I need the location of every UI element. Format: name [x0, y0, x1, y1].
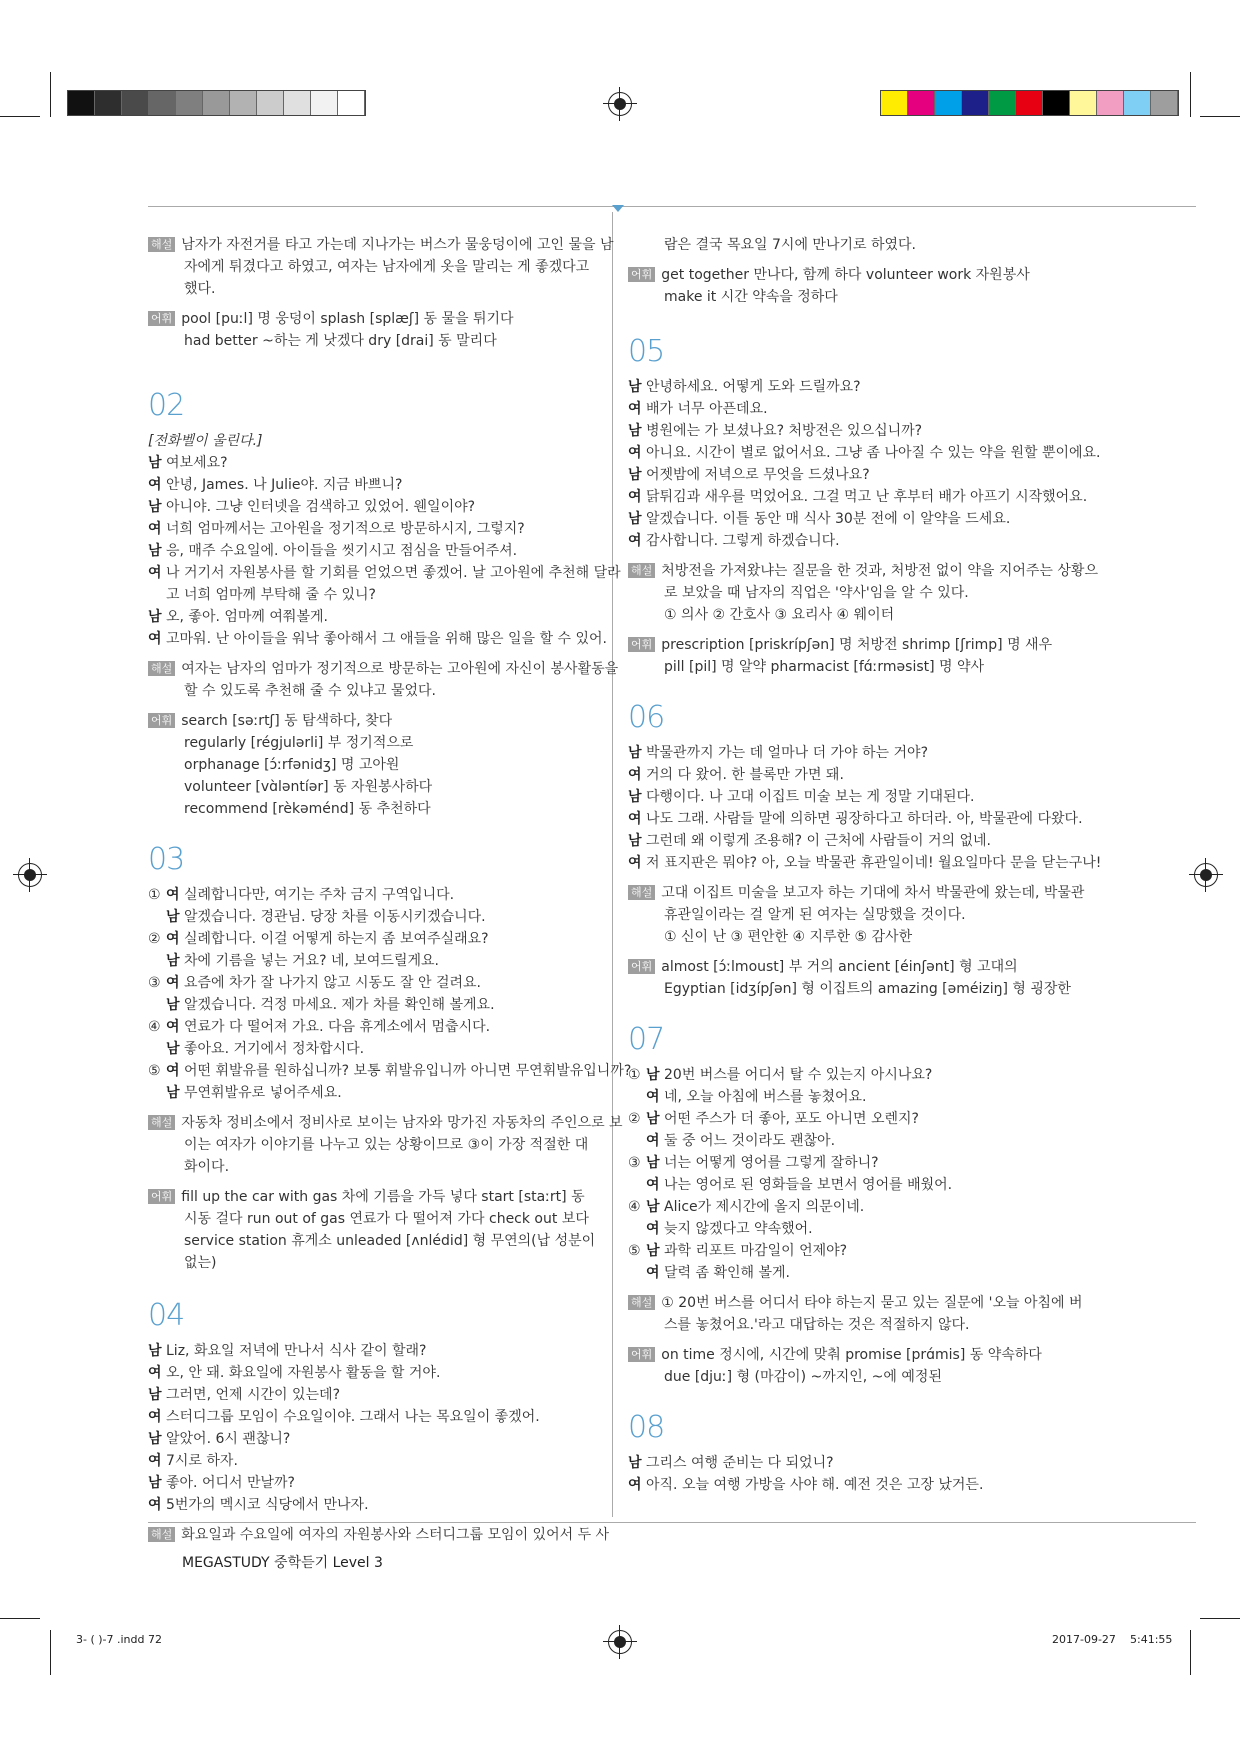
dialogue-line — [148, 562, 621, 584]
explanation-tag: 해설 — [148, 237, 175, 252]
speaker-label: 여 — [628, 401, 642, 417]
choice-number: ② — [148, 931, 161, 947]
dialogue-line — [148, 1362, 596, 1384]
color-swatch — [935, 91, 962, 115]
color-swatch — [68, 91, 95, 115]
dialogue-03 — [148, 884, 632, 1104]
dialogue-text: 스터디그룹 모임이 수요일이야. 그래서 나는 목요일이 좋겠어. — [166, 1409, 540, 1425]
stage-direction: [전화벨이 울린다.] — [148, 433, 263, 449]
dialogue-text: 저 표지판은 뭐야? 아, 오늘 박물관 휴관일이네! 월요일마다 문을 닫는구나! — [646, 855, 1102, 871]
dialogue-line — [148, 1016, 596, 1038]
color-swatch — [149, 91, 176, 115]
dialogue-text: 감사합니다. 그렇게 하겠습니다. — [646, 533, 840, 549]
dialogue-line — [148, 1494, 596, 1516]
explanation-tag: 해설 — [148, 1115, 175, 1130]
dialogue-text: 어젯밤에 저녁으로 무엇을 드셨나요? — [646, 467, 870, 483]
dialogue-text: 고 너희 엄마께 부탁해 줄 수 있니? — [166, 587, 376, 603]
dialogue-line — [148, 1450, 596, 1472]
speaker-label: 여 — [166, 887, 180, 903]
color-swatch — [1097, 91, 1124, 115]
speaker-label: 남 — [148, 609, 162, 625]
dialogue-line — [628, 442, 1101, 464]
speaker-label: 여 — [166, 1063, 180, 1079]
dialogue-text: 오, 안 돼. 화요일에 자원봉사 활동을 할 거야. — [166, 1365, 441, 1381]
explanation-01: 해설 남자가 자전거를 타고 가는데 지나가는 버스가 물웅덩이에 고인 물을 남 자에게 튀겼다고 하였고, 여자는 남자에게 옷을 말리는 게 좋겠다고 했다. — [148, 234, 596, 300]
dialogue-text: 실례합니다. 이걸 어떻게 하는지 좀 보여주실래요? — [184, 931, 489, 947]
dialogue-text: 나 거기서 자원봉사를 할 기회를 얻었으면 좋겠어. 날 고아원에 추천해 달라 — [166, 565, 621, 581]
dialogue-text: 알겠습니다. 걱정 마세요. 제가 차를 확인해 볼게요. — [184, 997, 495, 1013]
dialogue-line — [628, 1152, 1078, 1174]
speaker-label: 남 — [166, 1085, 180, 1101]
dialogue-line — [628, 1474, 1078, 1496]
speaker-label: 남 — [148, 1431, 162, 1447]
dialogue-line — [628, 808, 1083, 830]
crop-mark — [1200, 1618, 1240, 1619]
dialogue-07 — [628, 1064, 1078, 1284]
dialogue-text: 닭튀김과 새우를 먹었어요. 그걸 먹고 난 후부터 배가 아프기 시작했어요. — [646, 489, 1088, 505]
dialogue-text: 어떤 주스가 더 좋아, 포도 아니면 오렌지? — [664, 1111, 919, 1127]
dialogue-line — [148, 884, 596, 906]
dialogue-line — [628, 1218, 1078, 1240]
color-swatch — [1124, 91, 1151, 115]
dialogue-text: 요즘에 차가 잘 나가지 않고 시동도 잘 안 걸려요. — [184, 975, 482, 991]
color-swatch — [230, 91, 257, 115]
speaker-label: 남 — [148, 543, 162, 559]
speaker-label: 여 — [646, 1221, 660, 1237]
dialogue-line — [148, 1406, 596, 1428]
dialogue-text: 배가 너무 아픈데요. — [646, 401, 768, 417]
problem-number: 03 — [148, 842, 185, 877]
dialogue-line — [148, 972, 596, 994]
choice-number: ② — [628, 1111, 641, 1127]
explanation-07: 해설 ① 20번 버스를 어디서 타야 하는지 묻고 있는 질문에 '오늘 아침에 버 스를 놓쳤어요.'라고 대답하는 것은 적절하지 않다. — [628, 1292, 1078, 1336]
dialogue-text: 그러면, 언제 시간이 있는데? — [166, 1387, 340, 1403]
problem-number: 06 — [628, 700, 665, 735]
dialogue-text: 차에 기름을 넣는 거요? 네, 보여드릴게요. — [184, 953, 439, 969]
dialogue-text: 아니야. 그냥 인터넷을 검색하고 있었어. 웬일이야? — [166, 499, 476, 515]
speaker-label: 남 — [628, 423, 642, 439]
color-swatch — [1070, 91, 1097, 115]
crop-mark — [1190, 1630, 1191, 1675]
color-swatch — [908, 91, 935, 115]
explanation-tag: 해설 — [148, 661, 175, 676]
speaker-label: 남 — [628, 467, 642, 483]
dialogue-line — [628, 464, 1078, 486]
problem-number: 04 — [148, 1298, 185, 1333]
dialogue-line — [148, 1060, 632, 1082]
color-swatch — [962, 91, 989, 115]
dialogue-line — [628, 1086, 1078, 1108]
dialogue-line — [148, 1472, 596, 1494]
problem-number: 08 — [628, 1410, 665, 1445]
color-swatch — [338, 91, 365, 115]
slug-date: 2017-09-27 — [1052, 1633, 1116, 1646]
dialogue-line — [628, 420, 1078, 442]
dialogue-text: 응, 매주 수요일에. 아이들을 씻기시고 점심을 만들어주셔. — [166, 543, 518, 559]
explanation-tag: 해설 — [628, 563, 655, 578]
color-swatch — [881, 91, 908, 115]
speaker-label: 남 — [628, 789, 642, 805]
dialogue-line — [148, 1428, 596, 1450]
speaker-label: 남 — [628, 745, 642, 761]
dialogue-text: 알겠습니다. 이틀 동안 매 식사 30분 전에 이 알약을 드세요. — [646, 511, 1011, 527]
speaker-label: 여 — [148, 1497, 162, 1513]
speaker-label: 여 — [148, 521, 162, 537]
dialogue-line — [148, 1082, 596, 1104]
vocab-06: 어휘 almost [ɔ́ːlmoust] 부 거의 ancient [éinʃənt] 형 고대의 Egyptian [idʒípʃən] 형 이집트의 amazing [əméiziŋ] 형 굉장한 — [628, 956, 1078, 1000]
color-swatch — [284, 91, 311, 115]
page-footer: MEGASTUDY 중학듣기 Level 3 — [182, 1555, 383, 1571]
speaker-label: 여 — [628, 855, 642, 871]
explanation-04: 해설 화요일과 수요일에 여자의 자원봉사와 스터디그룹 모임이 있어서 두 사 — [148, 1524, 596, 1546]
dialogue-05 — [628, 376, 1101, 552]
speaker-label: 남 — [646, 1067, 660, 1083]
speaker-label: 여 — [646, 1133, 660, 1149]
explanation-tag: 해설 — [148, 1527, 175, 1542]
registration-mark-icon — [608, 1630, 632, 1654]
column-marker-icon — [612, 205, 624, 212]
dialogue-text: 아니요. 시간이 별로 없어서요. 그냥 좀 나아질 수 있는 약을 원할 뿐이에요. — [646, 445, 1101, 461]
dialogue-text: 과학 리포트 마감일이 언제야? — [664, 1243, 848, 1259]
dialogue-text: 네, 오늘 아침에 버스를 놓쳤어요. — [664, 1089, 867, 1105]
vocab-01: 어휘 pool [puːl] 명 웅덩이 splash [splæʃ] 동 물을 튀기다 had better ~하는 게 낫겠다 dry [drai] 동 말리다 — [148, 308, 596, 352]
dialogue-line — [148, 928, 596, 950]
vocab-05: 어휘 prescription [priskrípʃən] 명 처방전 shrimp [ʃrimp] 명 새우 pill [pil] 명 알약 pharmacist [fɑ́ːrməsist] 명 약사 — [628, 634, 1078, 678]
dialogue-08 — [628, 1452, 1078, 1496]
problem-number: 05 — [628, 334, 665, 369]
dialogue-text: 알겠습니다. 경관님. 당장 차를 이동시키겠습니다. — [184, 909, 486, 925]
explanation-tag: 해설 — [628, 1295, 655, 1310]
registration-mark-icon — [1194, 863, 1218, 887]
color-swatch — [203, 91, 230, 115]
explanation-02: 해설 여자는 남자의 엄마가 정기적으로 방문하는 고아원에 자신이 봉사활동을 할 수 있도록 추천해 줄 수 있냐고 물었다. — [148, 658, 596, 702]
dialogue-text: 너희 엄마께서는 고아원을 정기적으로 방문하시지, 그렇지? — [166, 521, 525, 537]
dialogue-text: 늦지 않겠다고 약속했어. — [664, 1221, 813, 1237]
answer-options: ① 신이 난 ③ 편안한 ④ 지루한 ⑤ 감사한 — [664, 929, 913, 945]
problem-number: 07 — [628, 1022, 665, 1057]
slug-time: 5:41:55 — [1130, 1633, 1173, 1646]
speaker-label: 여 — [166, 1019, 180, 1035]
dialogue-line — [628, 1174, 1078, 1196]
crop-mark — [1200, 116, 1240, 117]
speaker-label: 여 — [646, 1177, 660, 1193]
vocab-tag: 어휘 — [148, 1189, 175, 1204]
dialogue-line — [628, 764, 1078, 786]
color-swatch — [257, 91, 284, 115]
speaker-label: 여 — [148, 477, 162, 493]
speaker-label: 여 — [148, 565, 162, 581]
dialogue-line — [148, 628, 607, 650]
speaker-label: 여 — [646, 1265, 660, 1281]
dialogue-text: 연료가 다 떨어져 가요. 다음 휴게소에서 멈춥시다. — [184, 1019, 491, 1035]
dialogue-text: 안녕하세요. 어떻게 도와 드릴까요? — [646, 379, 861, 395]
vocab-tag: 어휘 — [628, 637, 655, 652]
left-column — [148, 234, 632, 1546]
dialogue-text: 좋아. 어디서 만날까? — [166, 1475, 295, 1491]
color-swatch — [989, 91, 1016, 115]
speaker-label: 남 — [166, 1041, 180, 1057]
dialogue-text: 7시로 하자. — [166, 1453, 238, 1469]
dialogue-line — [148, 994, 596, 1016]
speaker-label: 남 — [166, 953, 180, 969]
dialogue-text: 고마워. 난 아이들을 워낙 좋아해서 그 애들을 위해 많은 일을 할 수 있어. — [166, 631, 607, 647]
speaker-label: 남 — [166, 997, 180, 1013]
speaker-label: 남 — [148, 1343, 162, 1359]
speaker-label: 여 — [148, 631, 162, 647]
dialogue-text: 여보세요? — [166, 455, 228, 471]
dialogue-line — [628, 508, 1078, 530]
dialogue-line — [148, 584, 596, 606]
speaker-label: 여 — [628, 767, 642, 783]
dialogue-line — [148, 606, 596, 628]
crop-mark — [1190, 72, 1191, 117]
speaker-label: 남 — [628, 833, 642, 849]
dialogue-line — [628, 830, 1078, 852]
choice-number: ③ — [148, 975, 161, 991]
color-swatch — [1016, 91, 1043, 115]
speaker-label: 여 — [628, 811, 642, 827]
dialogue-line — [148, 474, 596, 496]
explanation-03: 해설 자동차 정비소에서 정비사로 보이는 남자와 망가진 자동차의 주인으로 보 이는 여자가 이야기를 나누고 있는 상황이므로 ③이 가장 적절한 대화이다. — [148, 1112, 596, 1178]
speaker-label: 남 — [646, 1199, 660, 1215]
speaker-label: 남 — [148, 499, 162, 515]
crop-mark — [0, 1618, 40, 1619]
dialogue-text: 20번 버스를 어디서 탈 수 있는지 아시나요? — [664, 1067, 933, 1083]
dialogue-line — [148, 906, 596, 928]
dialogue-line — [148, 452, 596, 474]
speaker-label: 여 — [166, 975, 180, 991]
dialogue-text: 무연휘발유로 넣어주세요. — [184, 1085, 342, 1101]
speaker-label: 여 — [166, 931, 180, 947]
color-calibration-bar — [880, 90, 1179, 116]
speaker-label: 남 — [628, 511, 642, 527]
color-swatch — [1151, 91, 1178, 115]
dialogue-line — [628, 486, 1088, 508]
vocab-tag: 어휘 — [628, 1347, 655, 1362]
dialogue-line — [628, 1064, 1078, 1086]
dialogue-text: 실례합니다만, 여기는 주차 금지 구역입니다. — [184, 887, 455, 903]
speaker-label: 남 — [646, 1155, 660, 1171]
dialogue-line — [628, 1452, 1078, 1474]
speaker-label: 남 — [628, 379, 642, 395]
speaker-label: 여 — [628, 1477, 642, 1493]
dialogue-text: 거의 다 왔어. 한 블록만 가면 돼. — [646, 767, 844, 783]
dialogue-line — [148, 1384, 596, 1406]
dialogue-line — [628, 1130, 1078, 1152]
dialogue-line — [628, 786, 1078, 808]
vocab-tag: 어휘 — [628, 959, 655, 974]
crop-mark — [50, 1630, 51, 1675]
dialogue-line — [628, 1240, 1078, 1262]
dialogue-text: 다행이다. 나 고대 이집트 미술 보는 게 정말 기대된다. — [646, 789, 975, 805]
dialogue-text: Liz, 화요일 저녁에 만나서 식사 같이 할래? — [166, 1343, 427, 1359]
explanation-05: 해설 처방전을 가져왔냐는 질문을 한 것과, 처방전 없이 약을 지어주는 상황으 로 보았을 때 남자의 직업은 '약사'임을 알 수 있다. ① 의사 ② 간호사 ③ 요리사 ④ 웨이터 — [628, 560, 1078, 626]
dialogue-line — [628, 742, 1078, 764]
dialogue-line — [148, 1340, 596, 1362]
dialogue-line — [628, 530, 1078, 552]
choice-number: ③ — [628, 1155, 641, 1171]
speaker-label: 여 — [148, 1409, 162, 1425]
dialogue-line — [148, 496, 596, 518]
dialogue-line — [148, 950, 596, 972]
speaker-label: 여 — [646, 1089, 660, 1105]
column-divider — [612, 212, 613, 1517]
vocab-tag: 어휘 — [148, 311, 175, 326]
speaker-label: 여 — [148, 1453, 162, 1469]
speaker-label: 남 — [646, 1111, 660, 1127]
right-column: 람은 결국 목요일 7시에 만나기로 하였다. 어휘 get together 만나다, 함께 하다 volunteer work 자원봉사 make it 시간 약속을 정하다 05 남 안녕하세요. 어떻게 도와 드릴까요? 여 배가 너무 아픈데요. 남 병원에는 가 보셨나요? 처방전은 있으십니까? 여 아니요. 시간이 별로 없어서요. 그냥 좀 나아질 수 있는 약을 원할 뿐이에요. 남 어젯밤에 저녁으로 무엇을 드셨나요? 여 닭튀김과 새우를 먹었어요. 그걸 먹고 난 후부터 배가 아프기 시작했어요. 남 알겠습니다. 이틀 동안 매 식사 30분 전에 이 알약을 드세요. 여 감사합니다. 그렇게 하겠습니다. 해설 처방전을 가져왔냐는 질문을 한 것과, 처방전 없이 약을 지어주는 상황으 로 보았을 때 남자의 직업은 '약사'임을 알 수 있다. ① 의사 ② 간호사 ③ 요리사 ④ 웨이터 어휘 prescription [priskrípʃən] 명 처방전 shrimp [ʃrimp] 명 새우 pill [pil] 명 알약 pharmacist [fɑ́ːrməsist] 명 약사 06 남 박물관까지 가는 데 얼마나 더 가야 하는 거야? 여 거의 다 왔어. 한 블록만 가면 돼. 남 다행이다. 나 고대 이집트 미술 보는 게 정말 기대된다. 여 나도 그래. 사람들 말에 의하면 굉장하다고 하더라. 아, 박물관에 다왔다. 남 그런데 왜 이렇게 조용해? 이 근처에 사람들이 거의 없네. 여 저 표지판은 뭐야? 아, 오늘 박물관 휴관일이네! 월요일마다 문을 닫는구나! 해설 고대 이집트 미술을 보고자 하는 기대에 차서 박물관에 왔는데, 박물관 휴관일이라는 걸 알게 된 여자는 실망했을 것이다. ① 신이 난 ③ 편안한 ④ 지루한 ⑤ 감사한 어휘 almost [ɔ́ːlmoust] 부 거의 ancient [éinʃənt] 형 고대의 Egyptian [idʒípʃən] 형 이집트의 amazing [əméiziŋ] 형 굉장한 07 ① 남 20번 버스를 어디서 탈 수 있는지 아시나요? 여 네, 오늘 아침에 버스를 놓쳤어요. ② 남 어떤 주스가 더 좋아, 포도 아니면 오렌지? 여 둘 중 어느 것이라도 괜찮아. ③ 남 너는 어떻게 영어를 그렇게 잘하니? 여 나는 영어로 된 영화들을 보면서 영어를 배웠어. ④ 남 Alice가 제시간에 올지 의문이네. 여 늦지 않겠다고 약속했어. ⑤ 남 과학 리포트 마감일이 언제야? 여 달력 좀 확인해 볼게. 해설 ① 20번 버스를 어디서 타야 하는지 묻고 있는 질문에 '오늘 아침에 버 스를 놓쳤어요.'라고 대답하는 것은 적절하지 않다. 어휘 on time 정시에, 시간에 맞춰 promise [prɑ́mis] 동 약속하다 due [djuː] 형 (마감이) ~까지인, ~에 예정된 08 남 그리스 여행 준비는 다 되었니? 여 아직. 오늘 여행 가방을 사야 해. 예전 것은 고장 났거든. — [628, 234, 1078, 1496]
dialogue-text: 그리스 여행 준비는 다 되었니? — [646, 1455, 834, 1471]
dialogue-text: 나는 영어로 된 영화들을 보면서 영어를 배웠어. — [664, 1177, 953, 1193]
speaker-label: 남 — [166, 909, 180, 925]
dialogue-text: 오, 좋아. 엄마께 여쭤볼게. — [166, 609, 328, 625]
dialogue-text: 좋아요. 거기에서 정차합시다. — [184, 1041, 365, 1057]
speaker-label: 여 — [628, 445, 642, 461]
speaker-label: 남 — [628, 1455, 642, 1471]
choice-number: ① — [628, 1067, 641, 1083]
dialogue-line — [628, 398, 1078, 420]
registration-mark-icon — [18, 863, 42, 887]
choice-number: ⑤ — [628, 1243, 641, 1259]
dialogue-text: 병원에는 가 보셨나요? 처방전은 있으십니까? — [646, 423, 923, 439]
dialogue-text: 그런데 왜 이렇게 조용해? 이 근처에 사람들이 거의 없네. — [646, 833, 992, 849]
dialogue-text: 안녕, James. 나 Julie야. 지금 바쁘니? — [166, 477, 403, 493]
speaker-label: 남 — [148, 455, 162, 471]
dialogue-06 — [628, 742, 1102, 874]
choice-number: ④ — [148, 1019, 161, 1035]
color-swatch — [1043, 91, 1070, 115]
vocab-tag: 어휘 — [628, 267, 655, 282]
registration-mark-icon — [608, 92, 632, 116]
dialogue-line — [148, 518, 596, 540]
explanation-06: 해설 고대 이집트 미술을 보고자 하는 기대에 차서 박물관에 왔는데, 박물관 휴관일이라는 걸 알게 된 여자는 실망했을 것이다. ① 신이 난 ③ 편안한 ④ 지루한 ⑤ 감사한 — [628, 882, 1078, 948]
dialogue-02 — [148, 452, 621, 650]
color-swatch — [176, 91, 203, 115]
gray-calibration-bar — [67, 90, 366, 116]
color-swatch — [95, 91, 122, 115]
dialogue-line — [628, 1196, 1078, 1218]
problem-number: 02 — [148, 388, 185, 423]
choice-number: ⑤ — [148, 1063, 161, 1079]
dialogue-text: 너는 어떻게 영어를 그렇게 잘하니? — [664, 1155, 879, 1171]
speaker-label: 여 — [628, 533, 642, 549]
choice-number: ④ — [628, 1199, 641, 1215]
dialogue-line — [148, 1038, 596, 1060]
dialogue-text: 5번가의 멕시코 식당에서 만나자. — [166, 1497, 369, 1513]
answer-options: ① 의사 ② 간호사 ③ 요리사 ④ 웨이터 — [664, 607, 895, 623]
dialogue-line — [628, 1262, 1078, 1284]
speaker-label: 남 — [646, 1243, 660, 1259]
speaker-label: 여 — [148, 1365, 162, 1381]
slug-filename: 3- ( )-7 .indd 72 — [76, 1633, 162, 1646]
speaker-label: 남 — [148, 1387, 162, 1403]
dialogue-text: 나도 그래. 사람들 말에 의하면 굉장하다고 하더라. 아, 박물관에 다왔다. — [646, 811, 1083, 827]
dialogue-line — [148, 540, 596, 562]
dialogue-text: 아직. 오늘 여행 가방을 사야 해. 예전 것은 고장 났거든. — [646, 1477, 984, 1493]
vocab-tag: 어휘 — [148, 713, 175, 728]
dialogue-line — [628, 1108, 1078, 1130]
vocab-07: 어휘 on time 정시에, 시간에 맞춰 promise [prɑ́mis] 동 약속하다 due [djuː] 형 (마감이) ~까지인, ~에 예정된 — [628, 1344, 1078, 1388]
dialogue-text: 알았어. 6시 괜찮니? — [166, 1431, 291, 1447]
dialogue-text: 둘 중 어느 것이라도 괜찮아. — [664, 1133, 836, 1149]
dialogue-04 — [148, 1340, 596, 1516]
speaker-label: 여 — [628, 489, 642, 505]
dialogue-text: 달력 좀 확인해 볼게. — [664, 1265, 790, 1281]
dialogue-text: 어떤 휘발유를 원하십니까? 보통 휘발유입니까 아니면 무연휘발유입니까? — [184, 1063, 632, 1079]
dialogue-line — [628, 376, 1078, 398]
vocab-03: 어휘 fill up the car with gas 차에 기름을 가득 넣다 start [staːrt] 동 시동 걸다 run out of gas 연료가 다 떨어져 가다 check out 보다 service station 휴게소 unleaded [ʌnlédid] 형 무연의(납 성분이 없는) — [148, 1186, 596, 1274]
vocab-04: 어휘 get together 만나다, 함께 하다 volunteer work 자원봉사 make it 시간 약속을 정하다 — [628, 264, 1078, 308]
color-swatch — [311, 91, 338, 115]
top-rule — [148, 206, 1196, 207]
speaker-label: 남 — [148, 1475, 162, 1491]
explanation-tag: 해설 — [628, 885, 655, 900]
color-swatch — [122, 91, 149, 115]
vocab-02: 어휘 search [səːrtʃ] 동 탐색하다, 찾다 regularly [régjulərli] 부 정기적으로 orphanage [ɔ́ːrfənidʒ] 명 고아원 volunteer [vɑ̀ləntíər] 동 자원봉사하다 recommend [rèkəménd] 동 추천하다 — [148, 710, 596, 820]
dialogue-line — [628, 852, 1102, 874]
choice-number: ① — [148, 887, 161, 903]
crop-mark — [50, 72, 51, 117]
crop-mark — [0, 116, 40, 117]
dialogue-text: 박물관까지 가는 데 얼마나 더 가야 하는 거야? — [646, 745, 929, 761]
dialogue-text: Alice가 제시간에 올지 의문이네. — [664, 1199, 865, 1215]
